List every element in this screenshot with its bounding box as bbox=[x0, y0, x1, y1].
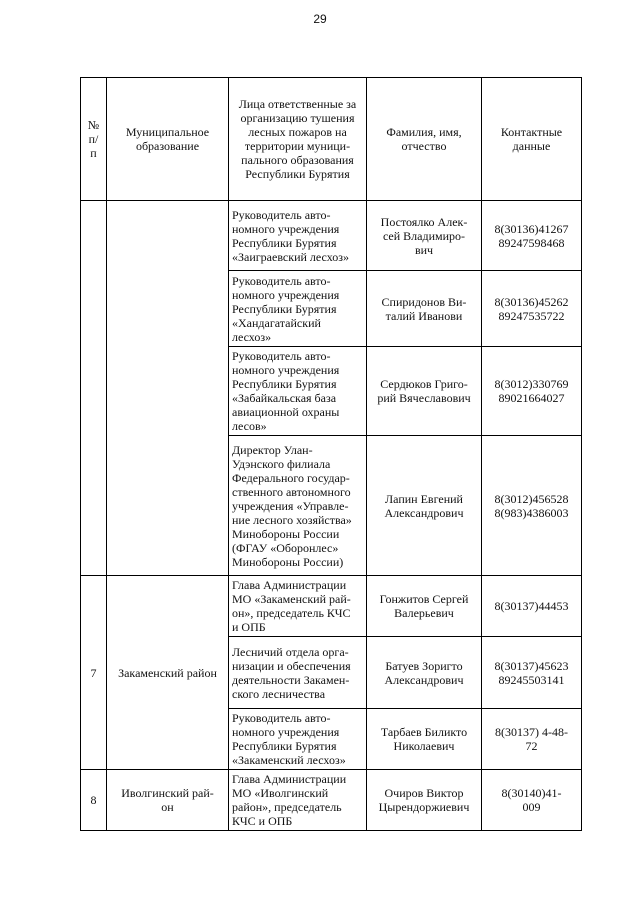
responsible-cell: Глава Администрации МО «Закаменский рай- он», председатель КЧС и ОПБ bbox=[229, 576, 367, 637]
contacts-cell: 8(30136)45262 89247535722 bbox=[482, 271, 582, 347]
group-num-empty bbox=[81, 201, 107, 576]
header-fio: Фамилия, имя, отчество bbox=[367, 78, 482, 201]
contacts-cell: 8(30137)45623 89245503141 bbox=[482, 637, 582, 709]
group-municipality: Иволгинский рай- он bbox=[107, 770, 229, 831]
header-num: № п/ п bbox=[81, 78, 107, 201]
fio-cell: Гонжитов Сергей Валерьевич bbox=[367, 576, 482, 637]
fio-cell: Спиридонов Ви- талий Иванови bbox=[367, 271, 482, 347]
group-num: 8 bbox=[81, 770, 107, 831]
group-num: 7 bbox=[81, 576, 107, 770]
fio-cell: Батуев Зоригто Александрович bbox=[367, 637, 482, 709]
responsibles-table bbox=[80, 77, 582, 831]
responsible-cell: Глава Администрации МО «Иволгинский район», председатель КЧС и ОПБ bbox=[229, 770, 367, 831]
responsible-cell: Директор Улан- Удэнского филиала Федерального государ- ственного автономного учреждения «Управле- ние лесного хозяйства» Минобороны России (ФГАУ «Оборонлес» Минобороны России) bbox=[229, 436, 367, 576]
responsible-cell: Руководитель авто- номного учреждения Республики Бурятия «Хандагатайский лесхоз» bbox=[229, 271, 367, 347]
responsible-cell: Лесничий отдела орга- низации и обеспечения деятельности Закамен- ского лесничества bbox=[229, 637, 367, 709]
fio-cell: Лапин Евгений Александрович bbox=[367, 436, 482, 576]
contacts-cell: 8(30137) 4-48- 72 bbox=[482, 709, 582, 770]
header-responsible: Лица ответственные за организацию тушения лесных пожаров на территории муници- пального образования Республики Бурятия bbox=[229, 78, 367, 201]
contacts-cell: 8(30137)44453 bbox=[482, 576, 582, 637]
fio-cell: Очиров Виктор Цырендоржиевич bbox=[367, 770, 482, 831]
table-row bbox=[81, 201, 582, 271]
table-header-row bbox=[81, 78, 582, 201]
fio-cell: Постоялко Алек- сей Владимиро- вич bbox=[367, 201, 482, 271]
responsible-cell: Руководитель авто- номного учреждения Республики Бурятия «Закаменский лесхоз» bbox=[229, 709, 367, 770]
responsible-cell: Руководитель авто- номного учреждения Республики Бурятия «Заиграевский лесхоз» bbox=[229, 201, 367, 271]
table-row bbox=[81, 576, 582, 637]
responsible-cell: Руководитель авто- номного учреждения Республики Бурятия «Забайкальская база авиационной охраны лесов» bbox=[229, 347, 367, 436]
contacts-cell: 8(30136)41267 89247598468 bbox=[482, 201, 582, 271]
page-number: 29 bbox=[313, 12, 327, 26]
contacts-cell: 8(3012)456528 8(983)4386003 bbox=[482, 436, 582, 576]
fio-cell: Сердюков Григо- рий Вячеславович bbox=[367, 347, 482, 436]
fio-cell: Тарбаев Биликто Николаевич bbox=[367, 709, 482, 770]
group-municipality: Закаменский район bbox=[107, 576, 229, 770]
group-municipality-empty bbox=[107, 201, 229, 576]
header-contacts: Контактные данные bbox=[482, 78, 582, 201]
table-row bbox=[81, 770, 582, 831]
header-municipality: Муниципальное образование bbox=[107, 78, 229, 201]
contacts-cell: 8(30140)41- 009 bbox=[482, 770, 582, 831]
contacts-cell: 8(3012)330769 89021664027 bbox=[482, 347, 582, 436]
